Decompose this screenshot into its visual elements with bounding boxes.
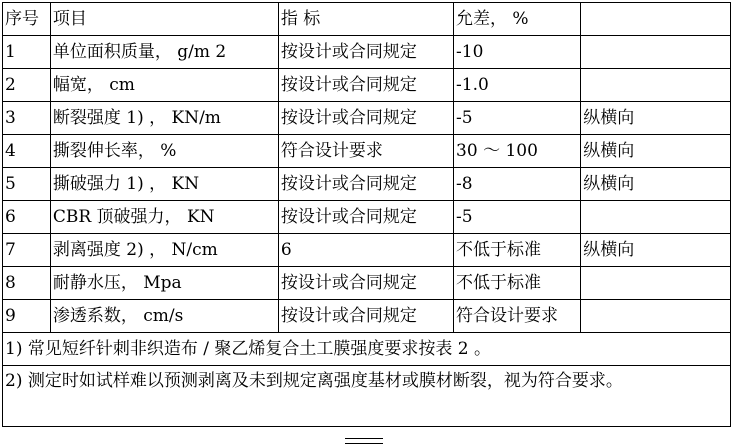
cell-remark: 纵横向	[581, 102, 731, 135]
cell-item: 剥离强度 2) ， N/cm	[50, 234, 278, 267]
cell-tolerance: -1.0	[454, 69, 581, 102]
cell-tolerance: 不低于标准	[454, 234, 581, 267]
cell-tolerance: -10	[454, 36, 581, 69]
cell-item: 耐静水压， Mpa	[50, 267, 278, 300]
header-remark	[581, 3, 731, 36]
cell-item: 断裂强度 1) ， KN/m	[50, 102, 278, 135]
cell-item: 单位面积质量， g/m 2	[50, 36, 278, 69]
cell-remark: 纵横向	[581, 234, 731, 267]
cell-tolerance: 不低于标准	[454, 267, 581, 300]
cell-no: 2	[3, 69, 51, 102]
cell-item: 渗透系数， cm/s	[50, 300, 278, 333]
cell-tolerance: -8	[454, 168, 581, 201]
cell-index: 按设计或合同规定	[278, 36, 453, 69]
cell-no: 4	[3, 135, 51, 168]
cell-no: 6	[3, 201, 51, 234]
table-row	[3, 36, 731, 69]
cell-index: 6	[278, 234, 453, 267]
cell-tolerance: -5	[454, 201, 581, 234]
note-row	[3, 366, 731, 427]
table-row	[3, 102, 731, 135]
header-row	[3, 3, 731, 36]
table-row	[3, 300, 731, 333]
header-no: 序号	[3, 3, 51, 36]
cell-no: 1	[3, 36, 51, 69]
table-row	[3, 234, 731, 267]
table-row	[3, 267, 731, 300]
cell-index: 按设计或合同规定	[278, 300, 453, 333]
cell-remark	[581, 69, 731, 102]
cell-no: 3	[3, 102, 51, 135]
cell-no: 7	[3, 234, 51, 267]
cell-index: 按设计或合同规定	[278, 168, 453, 201]
cell-remark	[581, 36, 731, 69]
spec-table-container	[2, 2, 731, 427]
table-body	[3, 3, 731, 427]
cell-no: 9	[3, 300, 51, 333]
header-index: 指 标	[278, 3, 453, 36]
table-row	[3, 69, 731, 102]
spec-table	[2, 2, 731, 427]
cell-index: 按设计或合同规定	[278, 69, 453, 102]
note-2: 2) 测定时如试样难以预测剥离及未到规定离强度基材或膜材断裂，视为符合要求。	[3, 366, 731, 427]
cell-item: 撕裂伸长率， %	[50, 135, 278, 168]
cell-index: 按设计或合同规定	[278, 267, 453, 300]
table-row	[3, 168, 731, 201]
cell-remark: 纵横向	[581, 135, 731, 168]
note-1: 1) 常见短纤针刺非织造布 / 聚乙烯复合土工膜强度要求按表 2 。	[3, 333, 731, 366]
cell-remark	[581, 201, 731, 234]
header-item: 项目	[50, 3, 278, 36]
cell-no: 5	[3, 168, 51, 201]
page-break-mark	[345, 438, 383, 444]
cell-tolerance: 符合设计要求	[454, 300, 581, 333]
cell-remark: 纵横向	[581, 168, 731, 201]
cell-item: 幅宽， cm	[50, 69, 278, 102]
cell-item: 撕破强力 1) ， KN	[50, 168, 278, 201]
table-row	[3, 135, 731, 168]
header-tolerance: 允差， %	[454, 3, 581, 36]
cell-index: 符合设计要求	[278, 135, 453, 168]
cell-tolerance: 30 ～ 100	[454, 135, 581, 168]
cell-remark	[581, 267, 731, 300]
cell-item: CBR 顶破强力， KN	[50, 201, 278, 234]
note-row	[3, 333, 731, 366]
cell-index: 按设计或合同规定	[278, 201, 453, 234]
table-row	[3, 201, 731, 234]
cell-tolerance: -5	[454, 102, 581, 135]
cell-no: 8	[3, 267, 51, 300]
cell-index: 按设计或合同规定	[278, 102, 453, 135]
cell-remark	[581, 300, 731, 333]
